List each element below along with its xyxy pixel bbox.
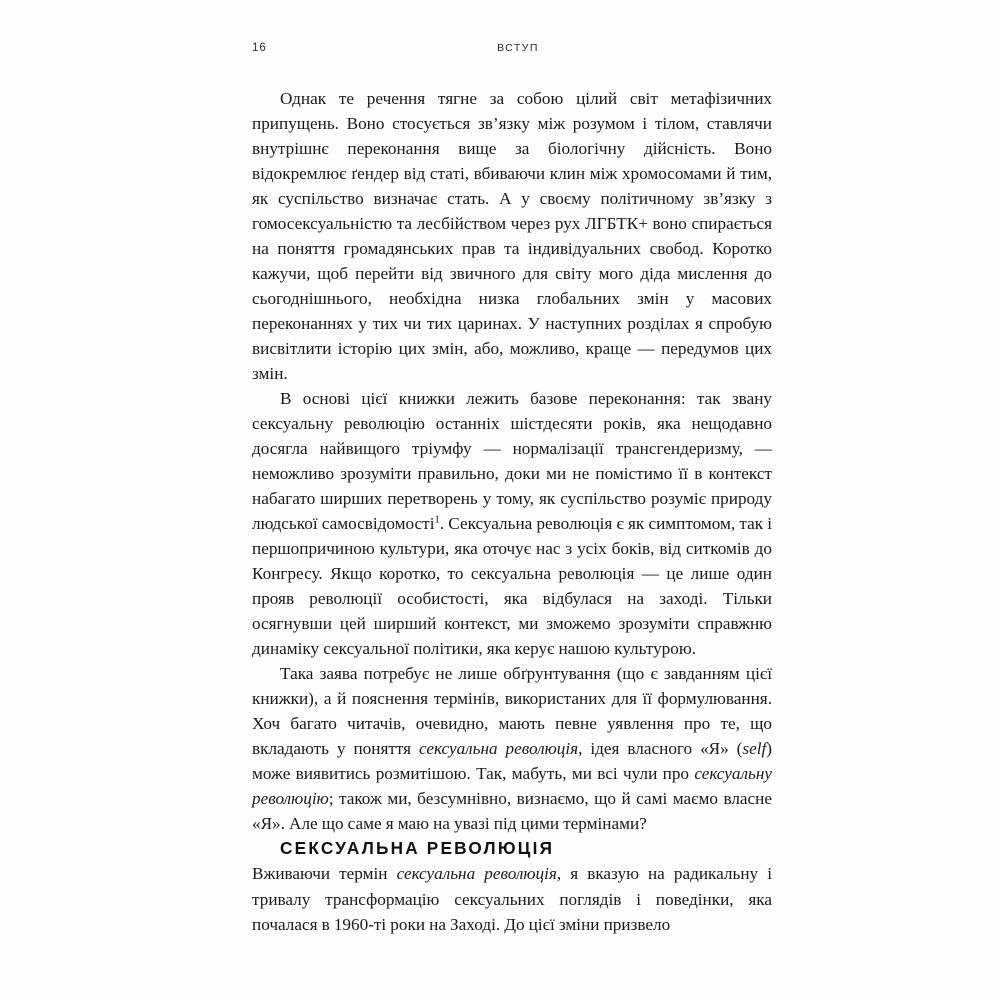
paragraph-1: Однак те речення тягне за собою цілий світ метафізичних припущень. Воно стосується зв’язку між розумом і тілом, ставлячи внутрішнє переконання вище за біологічну дійсність. Воно відокремлює ґендер від статі, вбиваючи клин між хромосомами й тим, як суспільство визначає стать. А у своєму політичному зв’язку з гомосексуальністю та лесбійством через рух ЛГБТК+ воно спирається на поняття громадянських прав та індивідуальних свобод. Коротко кажучи, щоб перейти від звичного для світу мого діда мислення до сьогоднішнього, необхідна низка глобальних змін у масових переконаннях у тих чи тих царинах. У наступних розділах я спробую висвітлити історію цих змін, або, можливо, краще — передумов цих змін. [252,89,772,384]
paragraph-3-part-3: ) може виявитись розмитішою. Так, мабуть, ми всі чули про [252,739,772,784]
section-paragraph-1 [252,861,772,936]
paragraph-3-part-1: Така заява потребує не лише обґрунтування (що є завданням цієї книжки), а й пояснення термінів, використаних для її формулювання. Хоч багато читачів, очевидно, мають певне уявлення про те, що вкладають у поняття [252,664,772,759]
footnote-marker: 1 [434,514,440,526]
paragraph-3 [252,661,772,836]
page-number: 16 [252,42,267,54]
paragraph-2-part-1: В основі цієї книжки лежить базове переконання: так звану сексуальну революцію останніх шістдесяти років, яка нещодавно досягла найвищого тріумфу — нормалізації трансгендеризму, — неможливо зрозуміти правильно, доки ми не помістимо її в контекст набагато ширших перетворень у тому, як суспільство розуміє природу людської самосвідомості [252,389,772,534]
paragraph-3-italic-3: сексуальну революцію [252,764,772,809]
section-heading: СЕКСУАЛЬНА РЕВОЛЮЦІЯ [280,838,555,859]
section-paragraph-part-2: , я вказую на радикальну і тривалу трансформацію сексуальних поглядів і поведінки, яка почалася в 1960-ті роки на Заході. До цієї зміни призвело [252,864,772,934]
page-content-column [252,42,772,937]
chapter-title: ВСТУП [497,42,539,54]
paragraph-3-part-4: ; також ми, безсумнівно, визнаємо, що й самі маємо власне «Я». Але що саме я маю на увазі під цими термінами? [252,789,772,834]
paragraph-2-part-2: . Сексуальна революція є як симптомом, так і першопричиною культури, яка оточує нас з усіх боків, від ситкомів до Конгресу. Якщо коротко, то сексуальна революція — це лише один прояв революції особистості, яка відбулася на заході. Тільки осягнувши цей ширший контекст, ми зможемо зрозуміти справжню динаміку сексуальної політики, яка керує нашою культурою. [252,514,772,659]
paragraph-2 [252,386,772,661]
paragraph-3-part-2: , ідея власного «Я» ( [578,739,743,759]
body-text [252,86,772,937]
paragraph-3-italic-2: self [742,739,767,759]
running-head [252,42,772,56]
section-paragraph-italic-1: сексуальна революція [396,864,557,884]
section-paragraph-part-1: Вживаючи термін [252,864,397,884]
paragraph-3-italic-1: сексуальна революція [419,739,579,759]
